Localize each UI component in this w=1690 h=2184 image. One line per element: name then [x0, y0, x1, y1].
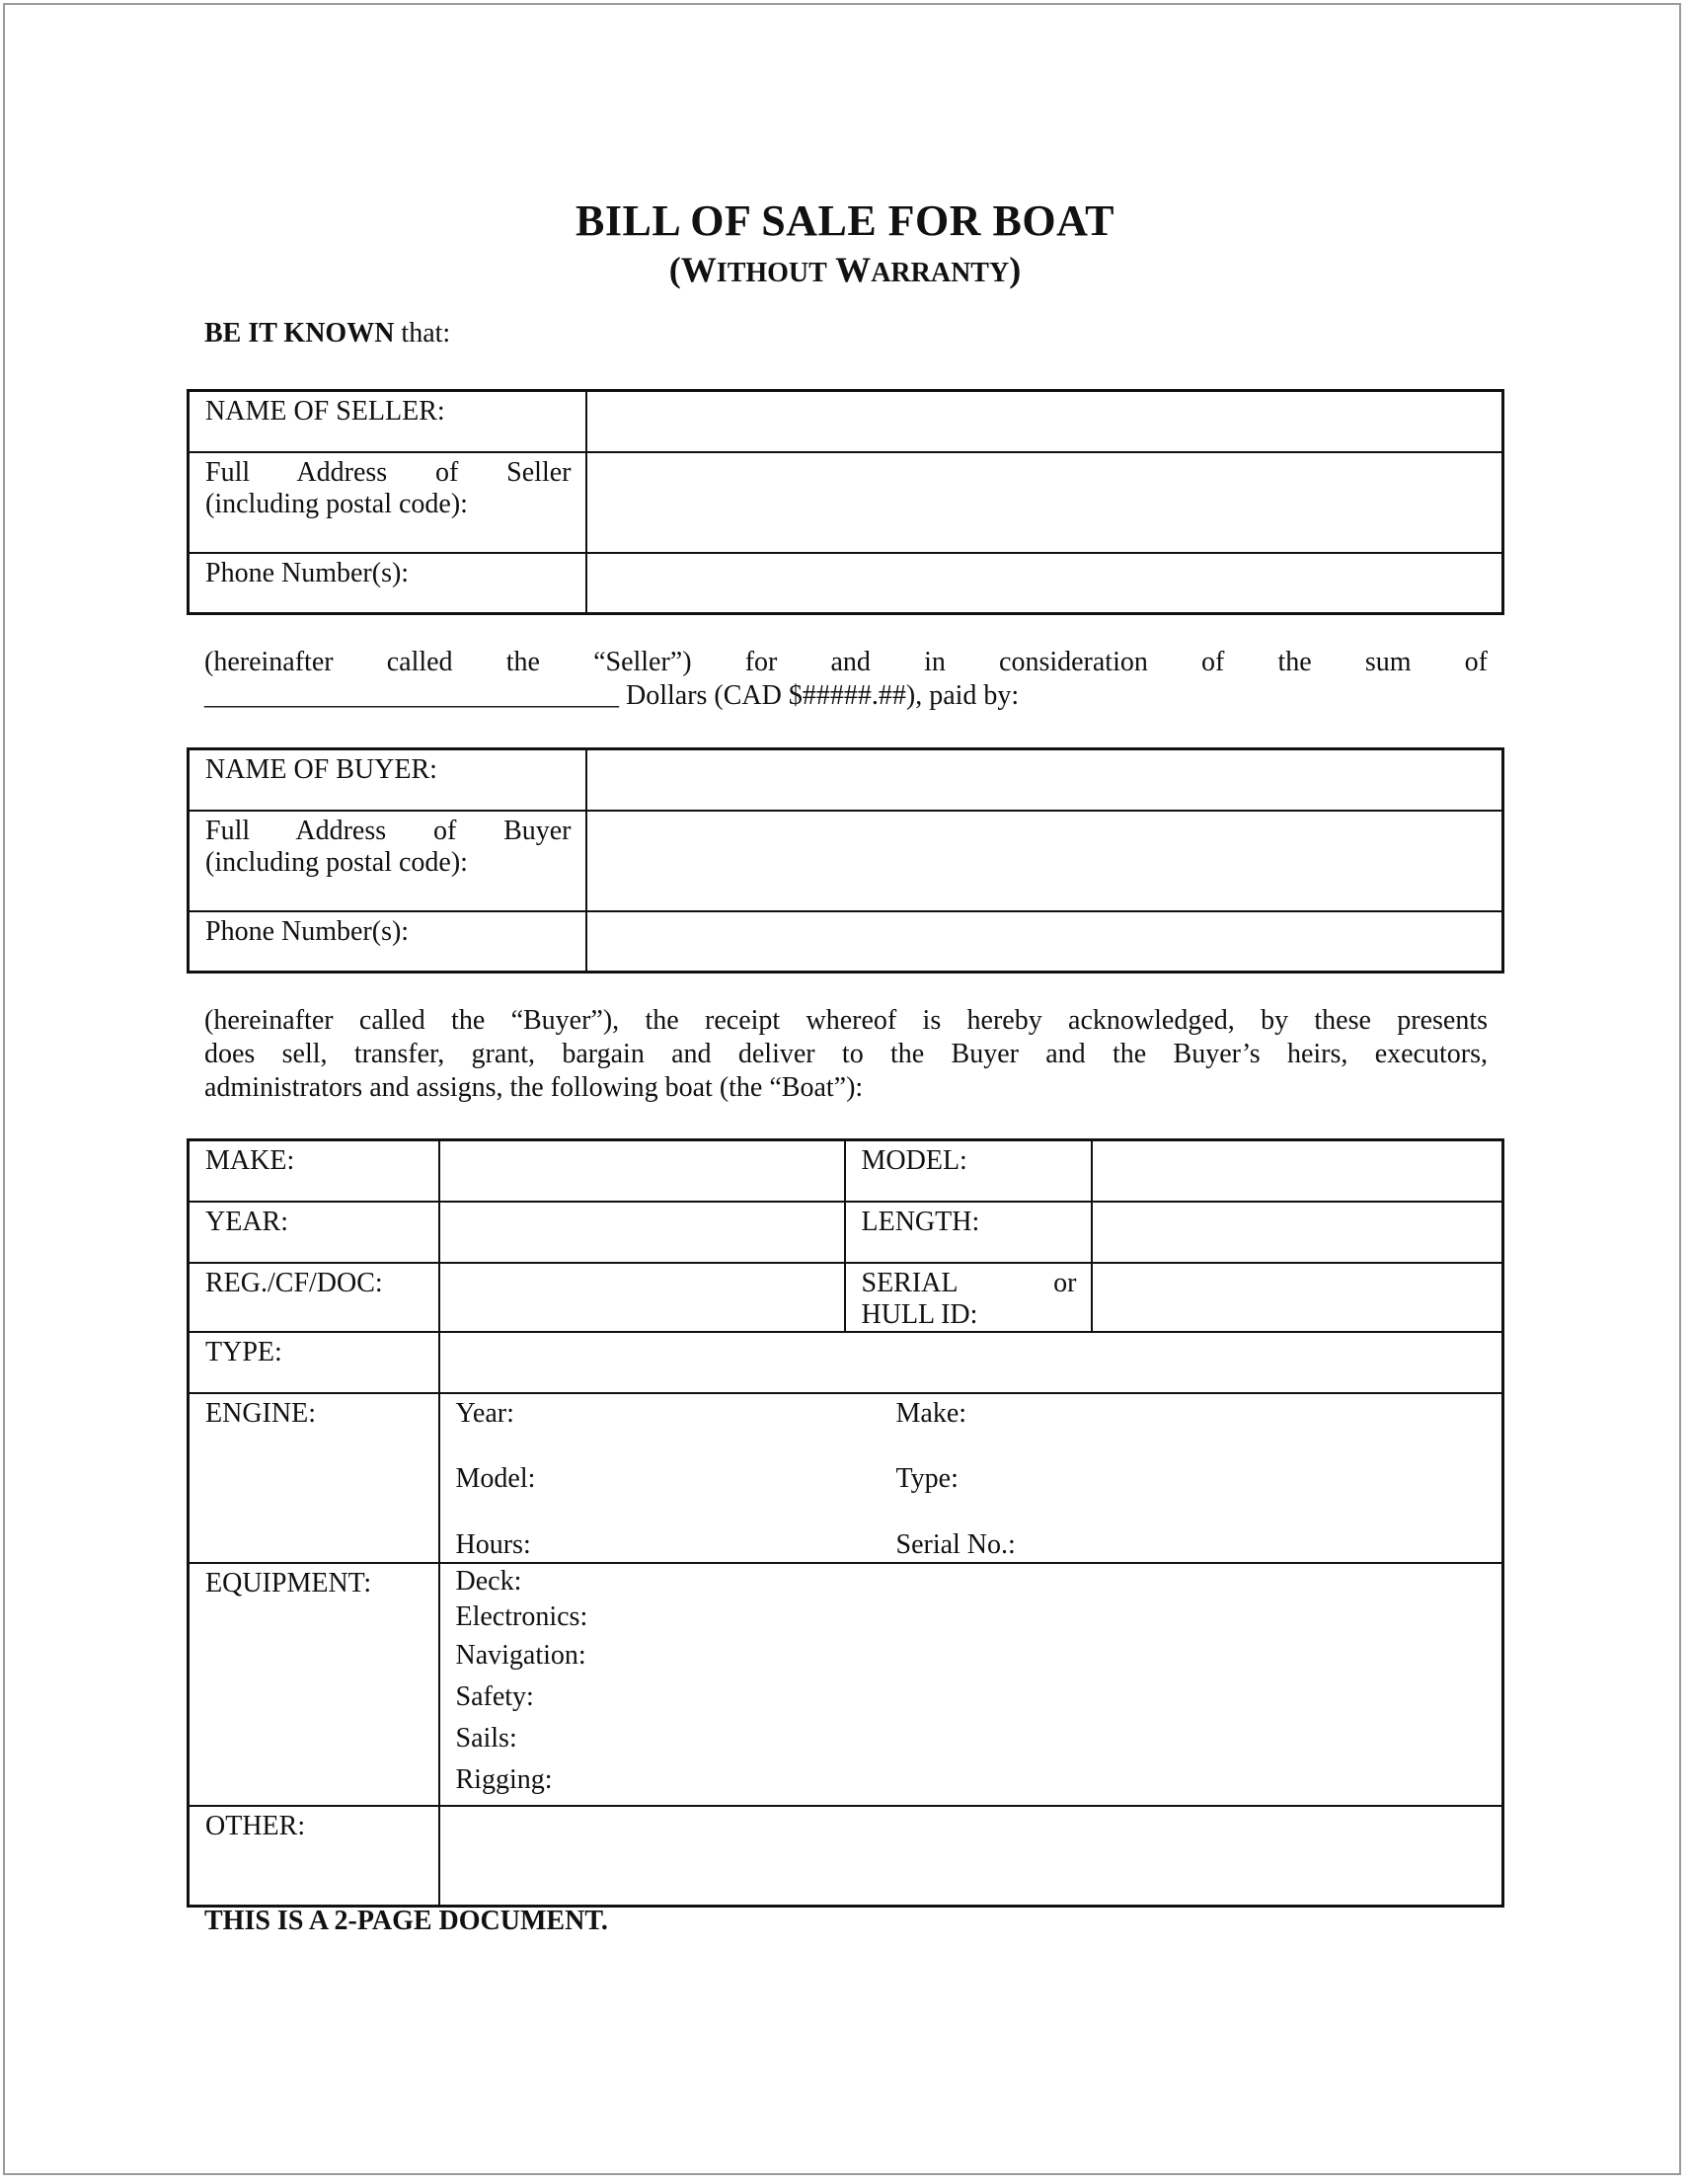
label-line: SERIAL or	[861, 1267, 1077, 1298]
engine-field[interactable]	[439, 1393, 1503, 1563]
engine-subfields	[456, 1398, 1489, 1562]
equipment-navigation: Navigation:	[455, 1639, 586, 1671]
engine-make-label: Make:	[895, 1397, 967, 1429]
intro-rest: that:	[394, 318, 451, 349]
buyer-table	[187, 747, 1504, 974]
consideration-paragraph	[204, 646, 1488, 713]
type-label: TYPE:	[189, 1332, 439, 1393]
page-count-notice: THIS IS A 2-PAGE DOCUMENT.	[204, 1906, 608, 1936]
buyer-address-label	[189, 811, 586, 911]
equipment-deck: Deck:	[455, 1565, 522, 1597]
engine-hours-label: Hours:	[455, 1528, 531, 1560]
label-line: (including postal code):	[205, 488, 468, 519]
serial-field[interactable]	[1092, 1263, 1503, 1332]
year-field[interactable]	[439, 1202, 845, 1263]
intro-text	[204, 318, 450, 350]
intro-bold: BE IT KNOWN	[204, 318, 395, 349]
engine-label: ENGINE:	[189, 1393, 439, 1563]
year-label: YEAR:	[189, 1202, 439, 1263]
equipment-label: EQUIPMENT:	[189, 1563, 439, 1806]
seller-name-label: NAME OF SELLER:	[189, 391, 586, 452]
buyer-phone-label: Phone Number(s):	[189, 911, 586, 973]
label-line: HULL ID:	[861, 1298, 978, 1330]
document-subtitle	[0, 249, 1690, 290]
buyer-name-label: NAME OF BUYER:	[189, 749, 586, 811]
engine-serial-label: Serial No.:	[895, 1528, 1016, 1560]
engine-year-label: Year:	[455, 1397, 514, 1429]
label-line: (including postal code):	[205, 846, 468, 878]
engine-type-label: Type:	[895, 1462, 959, 1494]
document-title: BILL OF SALE FOR BOAT	[576, 196, 1114, 245]
subtitle-part: ITHOUT	[716, 258, 827, 288]
boat-table	[187, 1138, 1504, 1908]
other-field[interactable]	[439, 1806, 1503, 1907]
paragraph-line: ______________________________ Dollars (CAD $#####.##), paid by:	[204, 680, 1020, 711]
paragraph-line: administrators and assigns, the following boat (the “Boat”):	[204, 1072, 864, 1103]
seller-phone-label: Phone Number(s):	[189, 553, 586, 614]
paragraph-line: does sell, transfer, grant, bargain and deliver to the Buyer and the Buyer’s heirs, executors,	[204, 1039, 1488, 1069]
subtitle-part: )	[1009, 250, 1022, 289]
length-field[interactable]	[1092, 1202, 1503, 1263]
model-field[interactable]	[1092, 1140, 1503, 1202]
seller-address-label	[189, 452, 586, 553]
equipment-field[interactable]	[439, 1563, 1503, 1806]
model-label: MODEL:	[845, 1140, 1092, 1202]
type-field[interactable]	[439, 1332, 1503, 1393]
subtitle-part: W	[826, 250, 872, 289]
equipment-electronics: Electronics:	[455, 1600, 588, 1632]
seller-phone-field[interactable]	[586, 553, 1503, 614]
serial-label	[845, 1263, 1092, 1332]
make-label: MAKE:	[189, 1140, 439, 1202]
buyer-phone-field[interactable]	[586, 911, 1503, 973]
seller-table	[187, 389, 1504, 615]
transfer-paragraph	[204, 1004, 1488, 1105]
seller-address-field[interactable]	[586, 452, 1503, 553]
paragraph-line: (hereinafter called the “Buyer”), the receipt whereof is hereby acknowledged, by these presents	[204, 1005, 1488, 1036]
other-label: OTHER:	[189, 1806, 439, 1907]
equipment-safety: Safety:	[455, 1680, 534, 1712]
buyer-address-field[interactable]	[586, 811, 1503, 911]
paragraph-line: (hereinafter called the “Seller”) for and in consideration of the sum of	[204, 647, 1488, 677]
label-line: Full Address of Seller	[205, 456, 572, 488]
label-line: Full Address of Buyer	[205, 815, 572, 846]
subtitle-part: (W	[668, 250, 717, 289]
seller-name-field[interactable]	[586, 391, 1503, 452]
reg-field[interactable]	[439, 1263, 845, 1332]
reg-label: REG./CF/DOC:	[189, 1263, 439, 1332]
subtitle-part: ARRANTY	[871, 258, 1010, 288]
length-label: LENGTH:	[845, 1202, 1092, 1263]
equipment-sails: Sails:	[455, 1722, 517, 1754]
make-field[interactable]	[439, 1140, 845, 1202]
buyer-name-field[interactable]	[586, 749, 1503, 811]
equipment-rigging: Rigging:	[455, 1763, 553, 1795]
engine-model-label: Model:	[455, 1462, 536, 1494]
